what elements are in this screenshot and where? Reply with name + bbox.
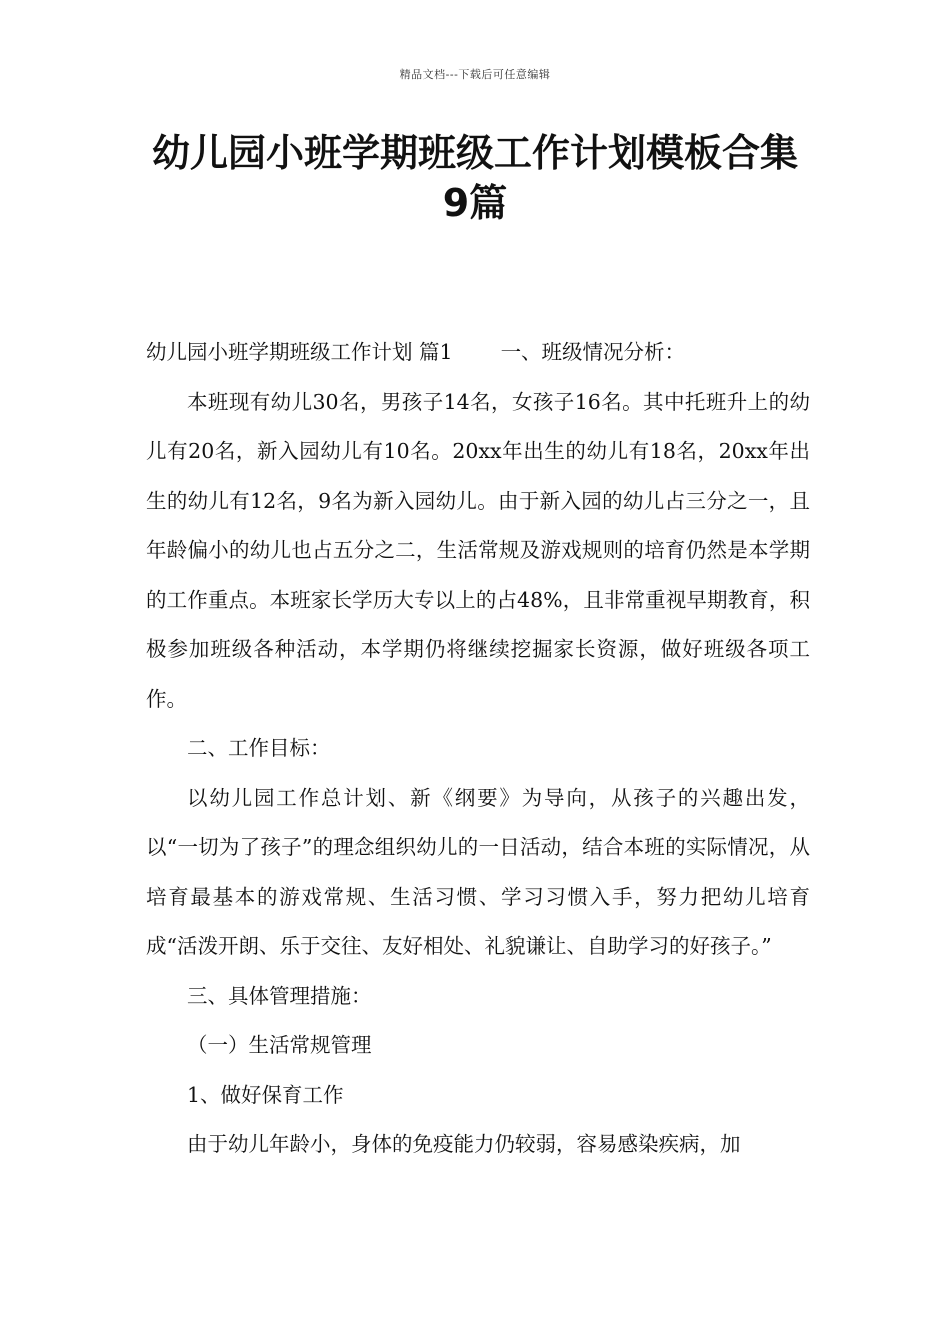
- item-heading-care-work: 1、做好保育工作: [187, 1082, 344, 1107]
- section-heading-measures: 三、具体管理措施：: [187, 983, 372, 1008]
- paragraph-class-analysis: 本班现有幼儿30名，男孩子14名，女孩子16名。其中托班升上的幼儿有20名，新入园幼儿有10名。20xx年出生的幼儿有18名，20xx年出生的幼儿有12名，9名为新入园幼儿。由于新入园的幼儿占三分之一，且年龄偏小的幼儿也占五分之二，生活常规及游戏规则的培育仍然是本学期的工作重点。本班家长学历大专以上的占48%，且非常重视早期教育，积极参加班级各种活动，本学期仍将继续挖掘家长资源，做好班级各项工作。: [146, 389, 810, 711]
- title-line-1: 幼儿园小班学期班级工作计划模板合集: [151, 131, 798, 175]
- section-heading-class-analysis: 一、班级情况分析：: [500, 340, 686, 364]
- paragraph-goals: 以幼儿园工作总计划、新《纲要》为导向，从孩子的兴趣出发，以“一切为了孩子”的理念组织幼儿的一日活动，结合本班的实际情况，从培育最基本的游戏常规、生活习惯、学习习惯入手，努力把幼儿培育成“活泼开朗、乐于交往、友好相处、礼貌谦让、自助学习的好孩子。”: [146, 785, 810, 958]
- header-note: 精品文档---下载后可任意编辑: [399, 68, 551, 81]
- section-heading-goals: 二、工作目标：: [187, 736, 331, 760]
- document-title: [100, 128, 850, 228]
- paragraph-care-work: 由于幼儿年龄小，身体的免疫能力仍较弱，容易感染疾病，加: [187, 1132, 741, 1156]
- section-heading-line: [146, 328, 810, 378]
- article-heading: 幼儿园小班学期班级工作计划 篇1: [146, 340, 453, 364]
- subsection-heading-daily-routine: （一）生活常规管理: [187, 1033, 372, 1057]
- title-line-2: 9篇: [442, 181, 508, 225]
- document-body: [146, 328, 810, 1170]
